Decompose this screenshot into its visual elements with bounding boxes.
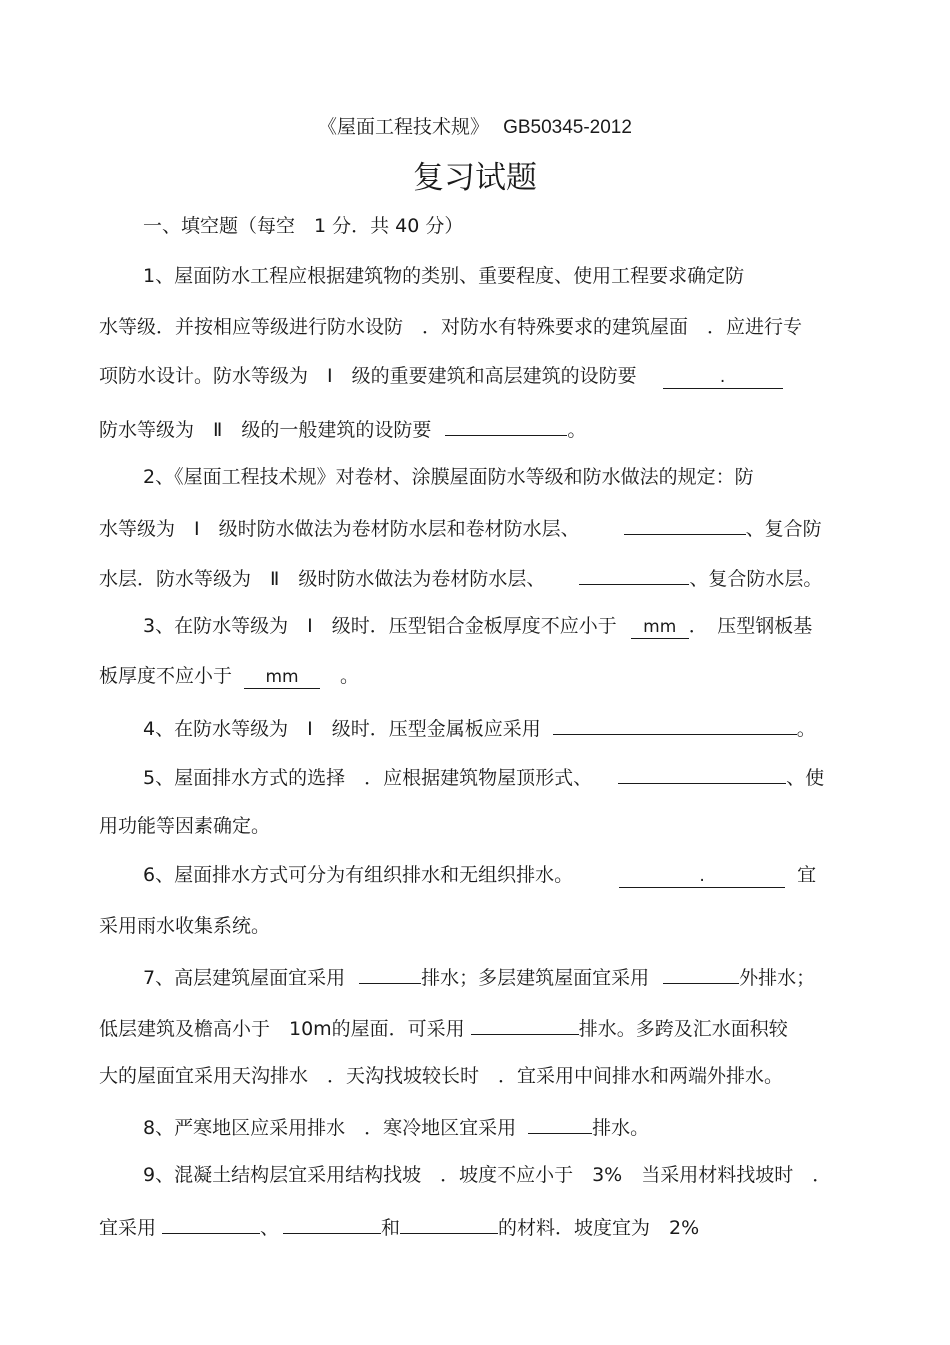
standard-code: GB50345-2012 [503, 117, 632, 138]
blank-q1-b[interactable] [445, 413, 567, 436]
blank-q7-a[interactable] [359, 961, 421, 984]
blank-q7-b[interactable] [663, 961, 739, 984]
q5-line1: 5、屋面排水方式的选择 ．应根据建筑物屋顶形式、 、使 [143, 761, 851, 792]
q1-line2: 水等级．并按相应等级进行防水设防 ．对防水有特殊要求的建筑屋面 ．应进行专 [99, 316, 803, 338]
blank-q3-a[interactable]: mm [631, 616, 689, 639]
q1-line3: 项防水设计。防水等级为 Ⅰ 级的重要建筑和高层建筑的设防要 . [99, 362, 851, 390]
document-subtitle: 复习试题 [413, 160, 537, 196]
blank-q2-b[interactable] [579, 562, 689, 585]
blank-q5-a[interactable] [618, 761, 786, 784]
q4-line1: 4、在防水等级为 Ⅰ 级时．压型金属板应采用 。 [143, 712, 851, 743]
section-heading: 一、填空题（每空 1 分．共 40 分） [143, 215, 464, 237]
q5-line2: 用功能等因素确定。 [99, 815, 271, 837]
q2-line1: 2、《屋面工程技术规》对卷材、涂膜屋面防水等级和防水做法的规定：防 [143, 466, 754, 488]
q3-line2: 板厚度不应小于 mm 。 [99, 665, 360, 687]
blank-q9-a[interactable] [162, 1211, 260, 1234]
blank-q9-b[interactable] [283, 1211, 381, 1234]
q9-line2: 宜采用 、 和 的材料．坡度宜为 2% [99, 1211, 851, 1242]
q8-line1: 8、严寒地区应采用排水 ．寒冷地区宜采用 排水。 [143, 1111, 851, 1142]
blank-q9-c[interactable] [400, 1211, 498, 1234]
q2-line3: 水层．防水等级为 Ⅱ 级时防水做法为卷材防水层、 、复合防水层。 [99, 562, 851, 593]
q6-line2: 采用雨水收集系统。 [99, 915, 271, 937]
q6-line1: 6、屋面排水方式可分为有组织排水和无组织排水。 . 宜 [143, 864, 817, 886]
q1-line1: 1、屋面防水工程应根据建筑物的类别、重要程度、使用工程要求确定防 [143, 265, 745, 287]
q7-line2: 低层建筑及檐高小于 10m的屋面．可采用 排水。多跨及汇水面积较 [99, 1012, 851, 1043]
blank-q3-b[interactable]: mm [244, 666, 320, 689]
blank-q7-c[interactable] [471, 1012, 579, 1035]
q7-line1: 7、高层建筑屋面宜采用 排水；多层建筑屋面宜采用 外排水； [143, 961, 851, 992]
blank-q8-a[interactable] [528, 1111, 592, 1134]
blank-q1-a[interactable]: . [663, 366, 783, 389]
blank-q4-a[interactable] [553, 712, 797, 735]
title-text: 《屋面工程技术规》 [318, 116, 490, 138]
q3-line1: 3、在防水等级为 Ⅰ 级时．压型铝合金板厚度不应小于 mm ． 压型钢板基 [143, 615, 813, 637]
q1-line4: 防水等级为 Ⅱ 级的一般建筑的设防要 。 [99, 413, 851, 444]
q9-line1: 9、混凝土结构层宜采用结构找坡 ．坡度不应小于 3% 当采用材料找坡时 ． [143, 1164, 832, 1186]
q7-line3: 大的屋面宜采用天沟排水 ．天沟找坡较长时 ．宜采用中间排水和两端外排水。 [99, 1065, 784, 1087]
q2-line2: 水等级为 Ⅰ 级时防水做法为卷材防水层和卷材防水层、 、复合防 [99, 512, 851, 543]
blank-q2-a[interactable] [624, 512, 746, 535]
blank-q6-a[interactable]: . [619, 865, 785, 888]
document-title [0, 113, 950, 142]
